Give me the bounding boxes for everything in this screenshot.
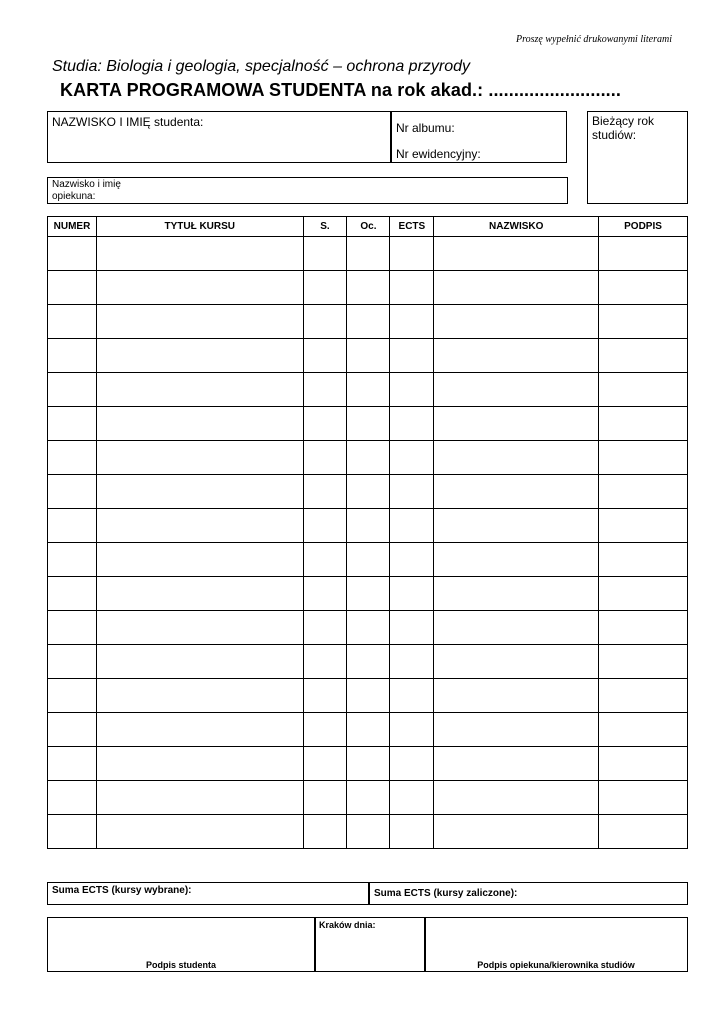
cell-grade[interactable] (347, 305, 390, 339)
study-year-field[interactable] (587, 111, 688, 204)
cell-surname[interactable] (434, 781, 599, 815)
cell-surname[interactable] (434, 509, 599, 543)
table-row (48, 747, 688, 781)
cell-number[interactable] (48, 645, 97, 679)
cell-signature[interactable] (599, 475, 688, 509)
cell-surname[interactable] (434, 407, 599, 441)
student-id-box (390, 111, 567, 163)
cell-signature[interactable] (599, 611, 688, 645)
supervisor-label-line2: opiekuna: (52, 191, 96, 202)
table-row (48, 237, 688, 271)
table-row (48, 475, 688, 509)
table-row (48, 271, 688, 305)
cell-semester[interactable] (303, 577, 347, 611)
cell-semester[interactable] (303, 815, 347, 849)
cell-grade[interactable] (347, 475, 390, 509)
cell-number[interactable] (48, 509, 97, 543)
column-header-course-title: TYTUŁ KURSU (96, 217, 303, 237)
cell-surname[interactable] (434, 747, 599, 781)
cell-signature[interactable] (599, 747, 688, 781)
signature-row (47, 917, 688, 972)
cell-grade[interactable] (347, 339, 390, 373)
cell-number[interactable] (48, 475, 97, 509)
cell-semester[interactable] (303, 713, 347, 747)
cell-number[interactable] (48, 577, 97, 611)
cell-course-title[interactable] (96, 611, 303, 645)
cell-number[interactable] (48, 543, 97, 577)
cell-grade[interactable] (347, 713, 390, 747)
table-row (48, 679, 688, 713)
cell-semester[interactable] (303, 407, 347, 441)
cell-grade[interactable] (347, 679, 390, 713)
cell-ects[interactable] (390, 271, 434, 305)
place-date-label: Kraków dnia: (319, 920, 376, 930)
table-row (48, 781, 688, 815)
student-signature-label: Podpis studenta (145, 960, 216, 970)
table-row (48, 305, 688, 339)
supervisor-label-line1: Nazwisko i imię (52, 179, 121, 190)
table-row (48, 407, 688, 441)
cell-surname[interactable] (434, 577, 599, 611)
cell-signature[interactable] (599, 339, 688, 373)
cell-number[interactable] (48, 679, 97, 713)
cell-grade[interactable] (347, 237, 390, 271)
cell-semester[interactable] (303, 441, 347, 475)
cell-ects[interactable] (390, 237, 434, 271)
cell-course-title[interactable] (96, 713, 303, 747)
cell-semester[interactable] (303, 271, 347, 305)
cell-semester[interactable] (303, 475, 347, 509)
ects-passed-label: Suma ECTS (kursy zaliczone): (374, 888, 518, 899)
cell-number[interactable] (48, 815, 97, 849)
cell-grade[interactable] (347, 509, 390, 543)
cell-signature[interactable] (599, 373, 688, 407)
cell-semester[interactable] (303, 781, 347, 815)
ects-selected-label: Suma ECTS (kursy wybrane): (52, 885, 192, 896)
cell-course-title[interactable] (96, 747, 303, 781)
table-row (48, 339, 688, 373)
course-rows (48, 237, 688, 849)
table-row (48, 713, 688, 747)
cell-semester[interactable] (303, 339, 347, 373)
album-number-label: Nr albumu: (396, 121, 455, 135)
instruction-note: Proszę wypełnić drukowanymi literami (516, 34, 672, 45)
cell-surname[interactable] (434, 611, 599, 645)
cell-ects[interactable] (390, 815, 434, 849)
cell-ects[interactable] (390, 339, 434, 373)
cell-course-title[interactable] (96, 781, 303, 815)
cell-number[interactable] (48, 237, 97, 271)
cell-number[interactable] (48, 611, 97, 645)
cell-course-title[interactable] (96, 645, 303, 679)
supervisor-signature-label: Podpis opiekuna/kierownika studiów (477, 960, 635, 970)
cell-course-title[interactable] (96, 509, 303, 543)
summary-divider (368, 883, 370, 904)
cell-surname[interactable] (434, 645, 599, 679)
cell-signature[interactable] (599, 679, 688, 713)
cell-course-title[interactable] (96, 271, 303, 305)
cell-signature[interactable] (599, 271, 688, 305)
cell-signature[interactable] (599, 815, 688, 849)
cell-surname[interactable] (434, 815, 599, 849)
cell-ects[interactable] (390, 305, 434, 339)
cell-number[interactable] (48, 373, 97, 407)
cell-grade[interactable] (347, 645, 390, 679)
cell-ects[interactable] (390, 441, 434, 475)
cell-grade[interactable] (347, 747, 390, 781)
study-program-subtitle: Studia: Biologia i geologia, specjalność – ochrona przyrody (52, 58, 471, 75)
cell-semester[interactable] (303, 611, 347, 645)
table-row (48, 645, 688, 679)
cell-number[interactable] (48, 747, 97, 781)
column-header-surname: NAZWISKO (434, 217, 599, 237)
supervisor-label (52, 179, 121, 203)
column-header-semester: S. (303, 217, 347, 237)
cell-semester[interactable] (303, 747, 347, 781)
table-row (48, 509, 688, 543)
cell-number[interactable] (48, 713, 97, 747)
cell-number[interactable] (48, 441, 97, 475)
table-header-row (48, 217, 688, 237)
cell-surname[interactable] (434, 271, 599, 305)
cell-number[interactable] (48, 781, 97, 815)
cell-ects[interactable] (390, 407, 434, 441)
cell-semester[interactable] (303, 305, 347, 339)
cell-number[interactable] (48, 339, 97, 373)
cell-signature[interactable] (599, 781, 688, 815)
cell-signature[interactable] (599, 305, 688, 339)
cell-course-title[interactable] (96, 543, 303, 577)
cell-course-title[interactable] (96, 339, 303, 373)
cell-signature[interactable] (599, 713, 688, 747)
cell-course-title[interactable] (96, 237, 303, 271)
page-title: KARTA PROGRAMOWA STUDENTA na rok akad.: .......................... (60, 80, 621, 100)
cell-semester[interactable] (303, 679, 347, 713)
cell-grade[interactable] (347, 271, 390, 305)
cell-number[interactable] (48, 305, 97, 339)
ects-summary-row (47, 882, 688, 905)
cell-surname[interactable] (434, 373, 599, 407)
cell-grade[interactable] (347, 577, 390, 611)
cell-course-title[interactable] (96, 305, 303, 339)
table-row (48, 373, 688, 407)
cell-signature[interactable] (599, 441, 688, 475)
table-row (48, 611, 688, 645)
signature-divider-left (314, 918, 316, 971)
cell-number[interactable] (48, 271, 97, 305)
cell-semester[interactable] (303, 373, 347, 407)
record-number-label: Nr ewidencyjny: (396, 147, 481, 161)
cell-surname[interactable] (434, 679, 599, 713)
cell-ects[interactable] (390, 747, 434, 781)
cell-signature[interactable] (599, 577, 688, 611)
cell-signature[interactable] (599, 407, 688, 441)
cell-semester[interactable] (303, 645, 347, 679)
cell-course-title[interactable] (96, 815, 303, 849)
cell-ects[interactable] (390, 509, 434, 543)
cell-course-title[interactable] (96, 373, 303, 407)
column-header-ects: ECTS (390, 217, 434, 237)
cell-ects[interactable] (390, 781, 434, 815)
courses-table (47, 216, 688, 849)
column-header-signature: PODPIS (599, 217, 688, 237)
cell-signature[interactable] (599, 509, 688, 543)
cell-number[interactable] (48, 407, 97, 441)
cell-surname[interactable] (434, 543, 599, 577)
cell-course-title[interactable] (96, 577, 303, 611)
table-row (48, 577, 688, 611)
table-row (48, 441, 688, 475)
column-header-grade: Oc. (347, 217, 390, 237)
cell-ects[interactable] (390, 679, 434, 713)
cell-grade[interactable] (347, 781, 390, 815)
cell-semester[interactable] (303, 509, 347, 543)
table-row (48, 543, 688, 577)
cell-ects[interactable] (390, 373, 434, 407)
cell-surname[interactable] (434, 305, 599, 339)
cell-semester[interactable] (303, 543, 347, 577)
cell-grade[interactable] (347, 543, 390, 577)
cell-ects[interactable] (390, 645, 434, 679)
cell-grade[interactable] (347, 815, 390, 849)
cell-ects[interactable] (390, 577, 434, 611)
cell-ects[interactable] (390, 475, 434, 509)
cell-signature[interactable] (599, 645, 688, 679)
cell-grade[interactable] (347, 373, 390, 407)
cell-surname[interactable] (434, 713, 599, 747)
study-year-label: Bieżący rok studiów: (592, 114, 655, 142)
cell-surname[interactable] (434, 475, 599, 509)
cell-surname[interactable] (434, 339, 599, 373)
cell-course-title[interactable] (96, 475, 303, 509)
cell-surname[interactable] (434, 237, 599, 271)
cell-grade[interactable] (347, 407, 390, 441)
table-row (48, 815, 688, 849)
cell-signature[interactable] (599, 237, 688, 271)
cell-signature[interactable] (599, 543, 688, 577)
cell-ects[interactable] (390, 713, 434, 747)
column-header-number: NUMER (48, 217, 97, 237)
cell-grade[interactable] (347, 441, 390, 475)
cell-grade[interactable] (347, 611, 390, 645)
cell-semester[interactable] (303, 237, 347, 271)
cell-ects[interactable] (390, 611, 434, 645)
cell-course-title[interactable] (96, 407, 303, 441)
cell-course-title[interactable] (96, 441, 303, 475)
cell-course-title[interactable] (96, 679, 303, 713)
supervisor-name-field[interactable] (47, 177, 568, 204)
cell-surname[interactable] (434, 441, 599, 475)
cell-ects[interactable] (390, 543, 434, 577)
student-name-field[interactable] (47, 111, 392, 163)
student-name-label: NAZWISKO I IMIĘ studenta: (52, 115, 204, 129)
